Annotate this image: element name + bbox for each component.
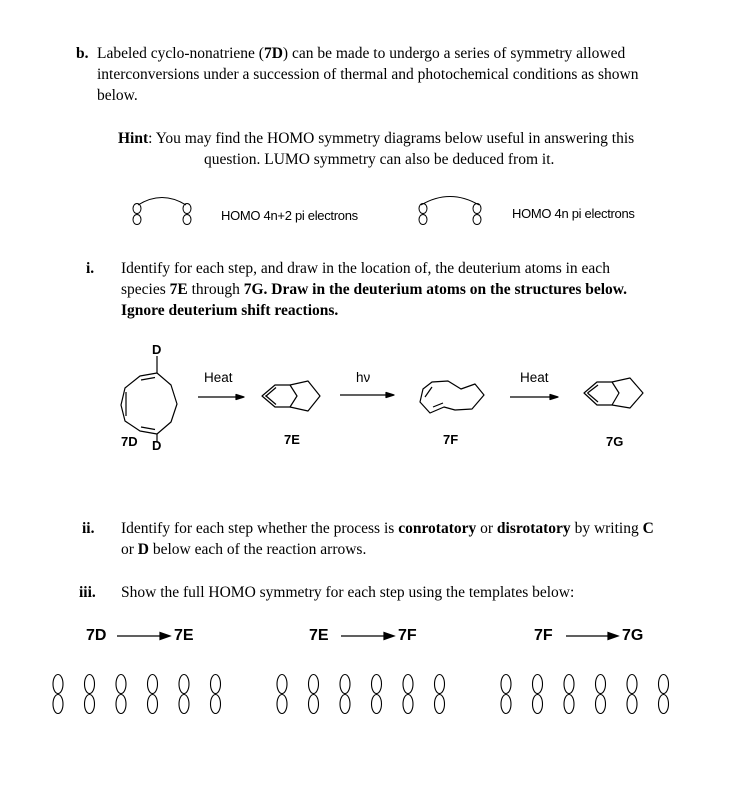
part-b-marker: b. xyxy=(76,45,89,62)
part-i-bold-7e: 7E xyxy=(169,281,188,298)
p-orbital-top-lobe xyxy=(277,675,287,694)
hint-label: Hint xyxy=(118,130,149,147)
p-orbital-top-lobe xyxy=(116,675,126,694)
condition-heat-2: Heat xyxy=(520,370,549,385)
part-ii-c: C xyxy=(642,520,654,537)
p-orbital-bottom-lobe xyxy=(116,695,126,714)
p-orbital-bottom-lobe xyxy=(501,695,511,714)
p-orbital-bottom-lobe xyxy=(277,695,287,714)
p-orbital-bottom-lobe xyxy=(659,695,669,714)
compound-label-7d: 7D xyxy=(121,434,138,449)
homo-template-step-1 xyxy=(53,675,221,714)
p-orbital-bottom-lobe xyxy=(627,695,637,714)
condition-heat-1: Heat xyxy=(204,370,233,385)
step-1-to: 7E xyxy=(174,627,194,644)
homo-4n-label: HOMO 4n pi electrons xyxy=(512,206,635,221)
p-orbital-bottom-lobe xyxy=(596,695,606,714)
p-orbital-top-lobe xyxy=(340,675,350,694)
p-orbital-bottom-lobe xyxy=(435,695,445,714)
part-ii-by-writing: by writing xyxy=(570,520,643,537)
p-orbital-top-lobe xyxy=(403,675,413,694)
hint-text: : You may find the HOMO symmetry diagrams below useful in answering this xyxy=(148,130,635,147)
part-ii-end: below each of the reaction arrows. xyxy=(149,541,367,558)
part-iii-text: Show the full HOMO symmetry for each step using the templates below: xyxy=(121,584,575,601)
part-i-marker-text: i. xyxy=(86,260,95,277)
part-b-compound-label: 7D xyxy=(263,45,283,62)
p-orbital-top-lobe xyxy=(372,675,382,694)
part-ii-marker-text: ii. xyxy=(82,520,95,537)
step-3-to: 7G xyxy=(622,627,644,644)
part-b-text: Labeled cyclo-nonatriene ( xyxy=(97,45,264,62)
part-ii-or: or xyxy=(476,520,497,537)
p-orbital-top-lobe xyxy=(501,675,511,694)
compound-label-7g: 7G xyxy=(606,434,624,449)
compound-label-7e: 7E xyxy=(284,432,300,447)
p-orbital-bottom-lobe xyxy=(148,695,158,714)
p-orbital-bottom-lobe xyxy=(564,695,574,714)
p-orbital-top-lobe xyxy=(596,675,606,694)
p-orbital-top-lobe xyxy=(53,675,63,694)
p-orbital-bottom-lobe xyxy=(211,695,221,714)
step-arrows xyxy=(117,633,618,640)
part-i-text-through: through xyxy=(187,281,244,298)
part-b-line-2: interconversions under a succession of thermal and photochemical conditions as shown xyxy=(97,66,639,83)
homo-4n2-label: HOMO 4n+2 pi electrons xyxy=(221,208,358,223)
step-2-arrow xyxy=(341,633,394,640)
p-orbital-top-lobe xyxy=(148,675,158,694)
part-b-line-3: below. xyxy=(97,87,138,104)
part-i-text: species xyxy=(121,281,170,298)
part-i-bold-instruction: 7G. Draw in the deuterium atoms on the structures below. xyxy=(243,281,628,298)
p-orbital-top-lobe xyxy=(435,675,445,694)
p-orbital-top-lobe xyxy=(309,675,319,694)
p-orbital-bottom-lobe xyxy=(309,695,319,714)
step-2-to: 7F xyxy=(398,627,417,644)
step-3-arrow xyxy=(566,633,618,640)
part-i-line-1: Identify for each step, and draw in the location of, the deuterium atoms in each xyxy=(121,260,610,277)
p-orbital-bottom-lobe xyxy=(533,695,543,714)
p-orbital-top-lobe xyxy=(179,675,189,694)
p-orbital-top-lobe xyxy=(85,675,95,694)
condition-hv: hν xyxy=(356,370,371,385)
step-3-from: 7F xyxy=(534,627,553,644)
p-orbital-bottom-lobe xyxy=(179,695,189,714)
p-orbital-bottom-lobe xyxy=(85,695,95,714)
deuterium-bottom: D xyxy=(152,438,162,453)
step-1-from: 7D xyxy=(86,627,107,644)
step-2-from: 7E xyxy=(309,627,329,644)
part-ii-d: D xyxy=(137,541,149,558)
part-ii-conrotatory: conrotatory xyxy=(398,520,477,537)
homo-template-step-3 xyxy=(501,675,669,714)
part-ii-or-2: or xyxy=(121,541,138,558)
part-i-bold-ignore: Ignore deuterium shift reactions. xyxy=(121,302,339,319)
p-orbital-top-lobe xyxy=(533,675,543,694)
p-orbital-top-lobe xyxy=(211,675,221,694)
p-orbital-top-lobe xyxy=(659,675,669,694)
homo-template-step-2 xyxy=(277,675,445,714)
compound-label-7f: 7F xyxy=(443,432,459,447)
deuterium-top: D xyxy=(152,342,162,357)
part-b-text-end: ) can be made to undergo a series of symmetry allowed xyxy=(282,45,626,62)
p-orbital-bottom-lobe xyxy=(53,695,63,714)
part-iii-marker-text: iii. xyxy=(79,584,96,601)
hint-line-2: question. LUMO symmetry can also be deduced from it. xyxy=(204,151,555,168)
p-orbital-bottom-lobe xyxy=(403,695,413,714)
p-orbital-top-lobe xyxy=(564,675,574,694)
part-ii-disrotatory: disrotatory xyxy=(496,520,571,537)
p-orbital-top-lobe xyxy=(627,675,637,694)
p-orbital-bottom-lobe xyxy=(372,695,382,714)
part-ii-text: Identify for each step whether the process is xyxy=(121,520,399,537)
p-orbital-bottom-lobe xyxy=(340,695,350,714)
step-1-arrow xyxy=(117,633,170,640)
